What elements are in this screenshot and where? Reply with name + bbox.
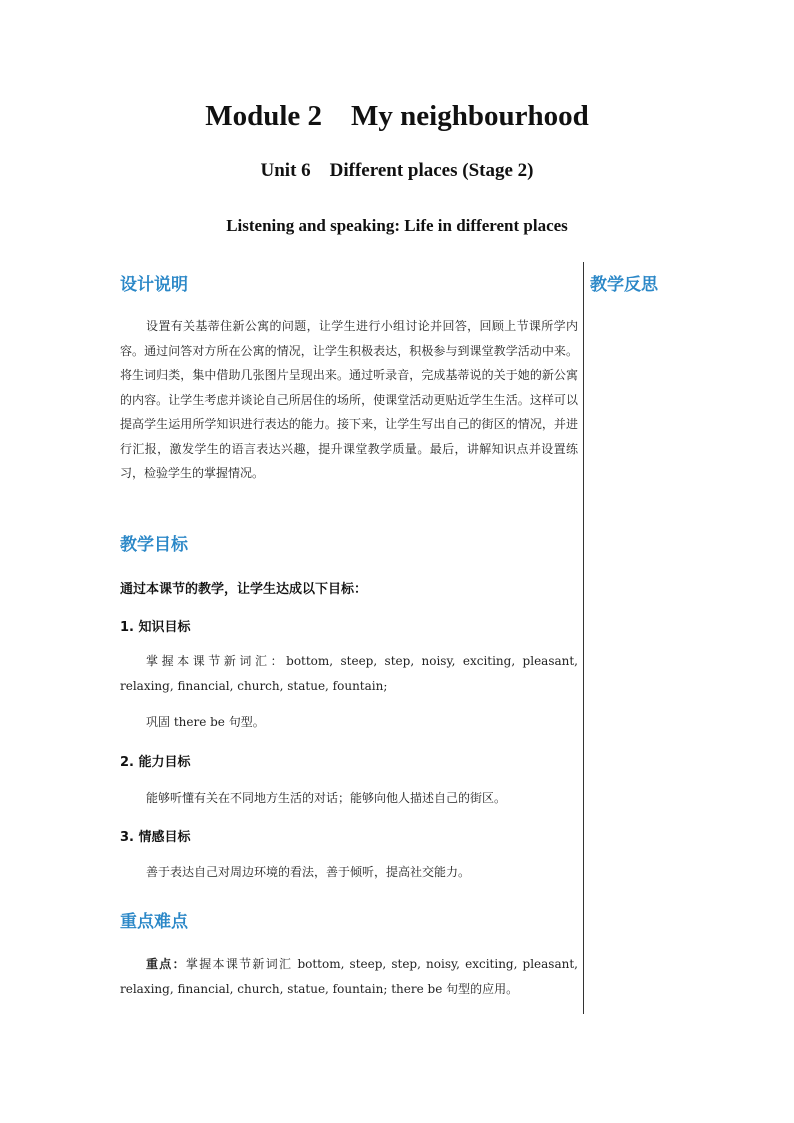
key-points-heading: 重点难点 [120, 912, 188, 932]
objectives-lead: 通过本课节的教学，让学生达成以下目标： [120, 582, 368, 597]
design-body: 设置有关基蒂住新公寓的问题，让学生进行小组讨论并回答，回顾上节课所学内容。通过问答对方所在公寓的情况，让学生积极表达，积极参与到课堂教学活动中来。将生词归类，集中借助几张图片呈现出来。通过听录音，完成基蒂说的关于她的新公寓的内容。让学生考虑并谈论自己所居住的场所，使课堂活动更贴近学生生活。这样可以提高学生运用所学知识进行表达的能力。接下来，让学生写出自己的街区的情况，并进行汇报，激发学生的语言表达兴趣，提升课堂教学质量。最后，讲解知识点并设置练习，检验学生的掌握情况。 [120, 319, 578, 480]
knowledge-line-2: 巩固 there be 句型。 [146, 715, 265, 729]
column-divider [583, 262, 584, 1014]
ability-line-1: 能够听懂有关在不同地方生活的对话；能够向他人描述自己的街区。 [146, 791, 507, 805]
key-points-body [120, 952, 578, 1001]
module-title: Module 2 My neighbourhood [205, 100, 589, 132]
unit-title: Unit 6 Different places (Stage 2) [260, 160, 534, 181]
knowledge-title: 1. 知识目标 [120, 620, 191, 635]
emotion-title: 3. 情感目标 [120, 830, 191, 845]
key-points-text: 掌握本课节新词汇 bottom, steep, step, noisy, exciting, pleasant, relaxing, financial, church, statue, fountain; there be 句型的应用。 [120, 957, 578, 996]
knowledge-line-1: 掌握本课节新词汇：bottom, steep, step, noisy, exciting, pleasant, relaxing, financial, church, statue, fountain; [120, 654, 578, 693]
key-points-label: 重点： [146, 957, 186, 971]
lesson-title: Listening and speaking: Life in different places [226, 216, 568, 235]
emotion-line-1: 善于表达自己对周边环境的看法，善于倾听，提高社交能力。 [146, 865, 471, 879]
reflection-heading: 教学反思 [590, 275, 658, 295]
design-heading: 设计说明 [120, 275, 188, 295]
ability-title: 2. 能力目标 [120, 755, 191, 770]
objectives-heading: 教学目标 [120, 535, 188, 555]
